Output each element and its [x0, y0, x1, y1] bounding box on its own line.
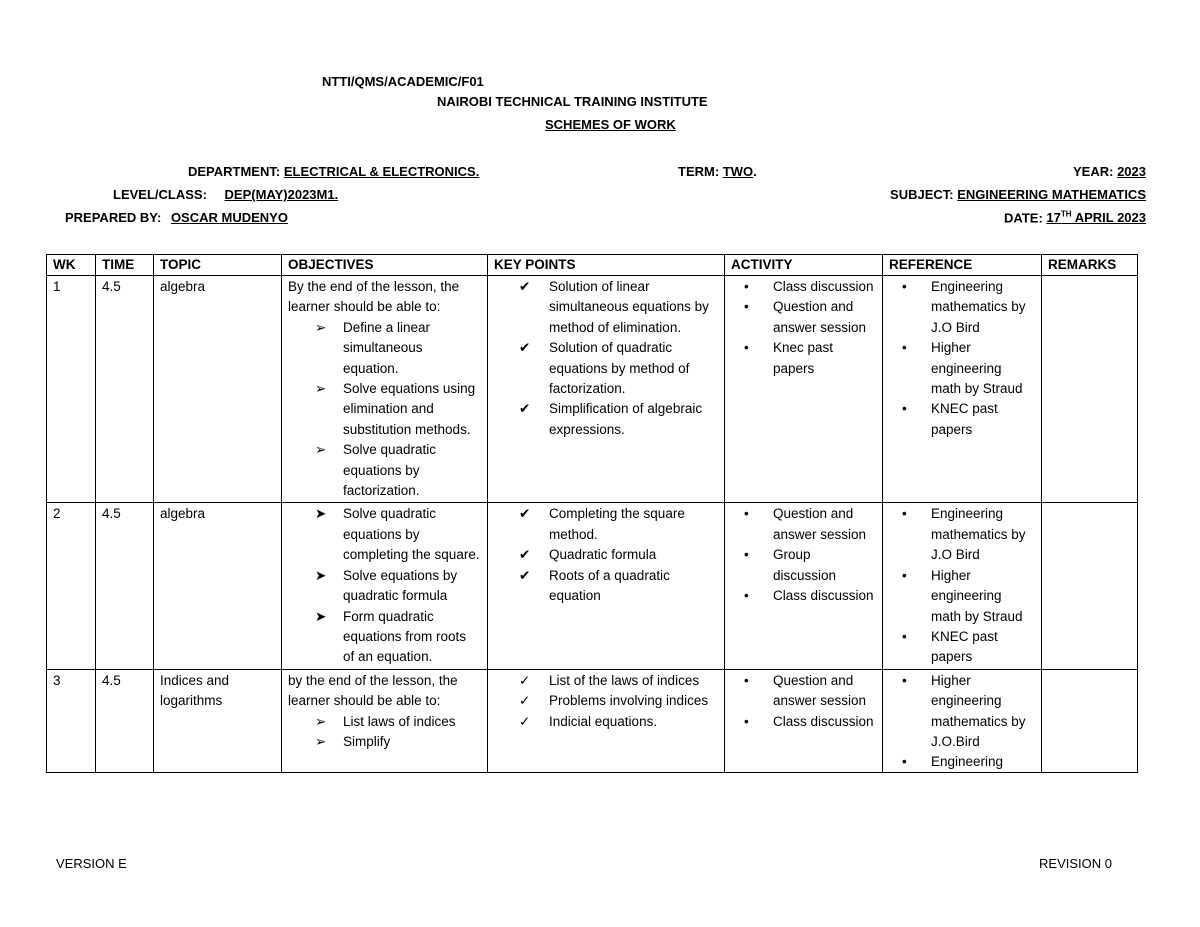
time-cell	[96, 669, 154, 772]
activity-cell	[725, 669, 883, 772]
column-header-reference: REFERENCE	[883, 255, 1042, 276]
activity-cell	[725, 276, 883, 503]
remarks-cell	[1042, 669, 1138, 772]
time-cell: 4.5	[96, 276, 154, 503]
list-item	[744, 504, 876, 545]
objective-text: List laws of indices	[343, 713, 456, 729]
list-item	[519, 399, 718, 440]
level-class-field	[113, 187, 338, 202]
round-bullet-icon: •	[744, 506, 749, 522]
round-bullet-icon: •	[902, 567, 907, 583]
check-mark-icon: ✔	[519, 547, 531, 563]
key-point-text: Indicial equations.	[549, 713, 658, 729]
round-bullet-icon: •	[744, 672, 749, 688]
document-title: SCHEMES OF WORK	[545, 117, 676, 132]
table-row	[47, 669, 1138, 772]
topic-value: Indices and logarithms	[160, 672, 230, 709]
activity-list	[731, 671, 876, 732]
footer-revision: REVISION 0	[1039, 856, 1112, 871]
check-mark-icon: ✔	[519, 567, 531, 583]
topic-cell: algebra	[154, 276, 282, 503]
list-item	[315, 566, 481, 607]
round-bullet-icon: •	[902, 279, 907, 294]
activity-text: Question and answer session	[773, 672, 867, 709]
activity-wrap	[731, 671, 876, 771]
list-item	[315, 732, 481, 752]
arrowhead-bullet-icon: ➢	[315, 733, 327, 749]
list-item	[902, 566, 1035, 627]
reference-cell	[883, 503, 1042, 669]
subject-field	[890, 187, 1146, 202]
list-item	[744, 297, 876, 338]
list-item	[744, 712, 876, 732]
arrowhead-bullet-icon: ➢	[315, 319, 327, 335]
key-point-text: Roots of a quadratic equation	[549, 567, 670, 604]
key-points-cell	[488, 276, 725, 503]
check-mark-icon: ✓	[519, 713, 531, 729]
year-label: YEAR:	[1073, 164, 1114, 179]
reference-text: Engineering mathematics by J.O Bird	[931, 506, 1026, 563]
objective-text: Solve equations by quadratic formula	[343, 567, 458, 604]
arrowhead-bullet-icon: ➢	[315, 713, 327, 729]
arrowhead-bullet-icon: ➤	[315, 506, 327, 522]
objectives-intro: By the end of the lesson, the learner should be able to:	[288, 279, 460, 315]
list-item	[519, 671, 718, 691]
objective-text: Solve equations using elimination and substitution methods.	[343, 381, 476, 437]
list-item	[744, 586, 876, 606]
reference-cell	[883, 669, 1042, 772]
list-item	[902, 277, 1035, 338]
round-bullet-icon: •	[744, 588, 749, 604]
table-row	[47, 276, 1138, 503]
time-cell: 4.5	[96, 503, 154, 669]
list-item	[315, 379, 481, 440]
column-header-objectives: OBJECTIVES	[282, 255, 488, 276]
date-ordinal-suffix: TH	[1060, 210, 1072, 219]
objectives-cell	[282, 276, 488, 503]
objectives-cell	[282, 503, 488, 669]
column-header-remarks: REMARKS	[1042, 255, 1138, 276]
date-field	[1004, 210, 1146, 225]
term-label: TERM:	[678, 164, 720, 179]
list-item	[902, 338, 1035, 399]
round-bullet-icon: •	[744, 713, 749, 729]
year-value: 2023	[1117, 164, 1146, 179]
arrowhead-bullet-icon: ➢	[315, 442, 327, 458]
key-point-text: Solution of quadratic equations by method of factorization.	[549, 340, 690, 397]
prepared-by-value: OSCAR MUDENYO	[170, 210, 288, 225]
list-item	[902, 671, 1035, 753]
term-dot: .	[753, 164, 757, 179]
objective-text: Solve quadratic equations by factorization.	[343, 442, 437, 499]
reference-wrap	[889, 671, 1035, 771]
activity-cell	[725, 503, 883, 669]
objectives-intro: by the end of the lesson, the learner should be able to:	[288, 672, 458, 709]
level-class-label: LEVEL/CLASS:	[113, 187, 207, 202]
column-header-key-points: KEY POINTS	[488, 255, 725, 276]
round-bullet-icon: •	[744, 547, 749, 563]
check-mark-icon: ✓	[519, 693, 531, 709]
key-points-wrap	[494, 671, 718, 771]
topic-cell	[154, 669, 282, 772]
date-month-year: APRIL 2023	[1071, 210, 1146, 226]
column-header-time: TIME	[96, 255, 154, 276]
objectives-list	[288, 504, 481, 667]
activity-text: Class discussion	[773, 588, 874, 604]
reference-text: Higher engineering mathematics by J.O.Bird	[931, 672, 1026, 749]
list-item	[902, 627, 1035, 668]
list-item	[744, 338, 876, 379]
reference-cell	[883, 276, 1042, 503]
level-class-value: DEP(MAY)2023M1.	[224, 187, 339, 202]
list-item	[519, 277, 718, 338]
scheme-of-work-table	[46, 254, 1138, 773]
reference-text: Engineering	[931, 754, 1004, 770]
arrowhead-bullet-icon: ➤	[315, 567, 327, 583]
term-value: TWO	[722, 164, 754, 179]
table-row	[47, 503, 1138, 669]
check-mark-icon: ✔	[519, 279, 531, 294]
objective-text: Simplify	[343, 733, 391, 749]
time-value: 4.5	[102, 672, 121, 688]
list-item	[519, 338, 718, 399]
objective-text: Form quadratic equations from roots of an equation.	[343, 608, 467, 665]
list-item	[519, 545, 718, 565]
list-item	[315, 712, 481, 732]
list-item	[744, 671, 876, 712]
list-item	[519, 691, 718, 711]
key-point-text: Quadratic formula	[549, 547, 657, 563]
topic-cell: algebra	[154, 503, 282, 669]
activity-text: Knec past papers	[773, 340, 834, 376]
key-point-text: List of the laws of indices	[549, 672, 700, 688]
list-item	[902, 504, 1035, 565]
list-item	[519, 712, 718, 732]
check-mark-icon: ✔	[519, 340, 531, 356]
subject-value: ENGINEERING MATHEMATICS	[957, 187, 1146, 202]
activity-text: Question and answer session	[773, 299, 867, 335]
prepared-by-field	[65, 210, 288, 225]
key-points-list	[494, 277, 718, 440]
list-item	[519, 504, 718, 545]
date-day: 17	[1046, 210, 1061, 226]
activity-text: Question and answer session	[773, 506, 867, 542]
remarks-cell	[1042, 276, 1138, 503]
objectives-list	[288, 712, 481, 753]
prepared-by-label: PREPARED BY:	[65, 210, 162, 225]
round-bullet-icon: •	[902, 754, 907, 770]
reference-text: Higher engineering math by Straud	[931, 340, 1023, 397]
key-point-text: Simplification of algebraic expressions.	[549, 401, 703, 437]
activity-list	[731, 504, 876, 606]
institute-name: NAIROBI TECHNICAL TRAINING INSTITUTE	[437, 94, 708, 109]
year-field	[1073, 164, 1146, 179]
footer-version: VERSION E	[56, 856, 127, 871]
round-bullet-icon: •	[902, 628, 907, 644]
list-item	[315, 607, 481, 668]
remarks-cell	[1042, 503, 1138, 669]
department-field	[188, 164, 479, 179]
arrowhead-bullet-icon: ➢	[315, 381, 327, 397]
key-point-text: Problems involving indices	[549, 693, 709, 709]
subject-label: SUBJECT:	[890, 187, 954, 202]
round-bullet-icon: •	[744, 340, 749, 356]
term-field	[678, 164, 757, 179]
list-item	[744, 545, 876, 586]
round-bullet-icon: •	[744, 299, 749, 315]
department-label: DEPARTMENT:	[188, 164, 281, 179]
reference-list	[889, 504, 1035, 667]
key-points-list	[494, 671, 718, 732]
list-item	[315, 440, 481, 501]
arrowhead-bullet-icon: ➤	[315, 608, 327, 624]
check-mark-icon: ✓	[519, 672, 531, 688]
department-value: ELECTRICAL & ELECTRONICS.	[283, 164, 480, 179]
list-item	[315, 504, 481, 565]
activity-text: Group discussion	[773, 547, 837, 583]
objectives-wrap	[288, 671, 481, 771]
check-mark-icon: ✔	[519, 506, 531, 522]
week-cell: 2	[47, 503, 96, 669]
round-bullet-icon: •	[902, 340, 907, 356]
column-header-activity: ACTIVITY	[725, 255, 883, 276]
list-item	[744, 277, 876, 297]
round-bullet-icon: •	[902, 506, 907, 522]
reference-text: Engineering mathematics by J.O Bird	[931, 279, 1026, 335]
column-header-topic: TOPIC	[154, 255, 282, 276]
reference-list	[889, 671, 1035, 771]
objectives-cell	[282, 669, 488, 772]
round-bullet-icon: •	[744, 279, 749, 294]
round-bullet-icon: •	[902, 401, 907, 417]
check-mark-icon: ✔	[519, 401, 531, 417]
date-value	[1046, 210, 1146, 225]
reference-text: KNEC past papers	[931, 401, 998, 437]
list-item	[902, 752, 1035, 770]
objectives-list	[288, 318, 481, 502]
reference-list	[889, 277, 1035, 440]
reference-text: Higher engineering math by Straud	[931, 567, 1023, 624]
activity-text: Class discussion	[773, 713, 874, 729]
key-points-list	[494, 504, 718, 606]
key-points-cell	[488, 503, 725, 669]
week-cell	[47, 669, 96, 772]
activity-list	[731, 277, 876, 379]
objective-text: Solve quadratic equations by completing the square.	[343, 506, 480, 563]
week-cell: 1	[47, 276, 96, 503]
table-header-row	[47, 255, 1138, 276]
key-point-text: Completing the square method.	[549, 506, 685, 542]
round-bullet-icon: •	[902, 672, 907, 688]
list-item	[519, 566, 718, 607]
remarks-value	[1048, 671, 1131, 771]
activity-text: Class discussion	[773, 279, 874, 294]
list-item	[902, 399, 1035, 440]
reference-text: KNEC past papers	[931, 628, 998, 665]
list-item	[315, 318, 481, 379]
column-header-wk: WK	[47, 255, 96, 276]
key-points-cell	[488, 669, 725, 772]
week-value: 3	[53, 672, 61, 688]
key-point-text: Solution of linear simultaneous equations by method of elimination.	[549, 279, 709, 335]
document-code: NTTI/QMS/ACADEMIC/F01	[322, 74, 484, 89]
objective-text: Define a linear simultaneous equation.	[343, 319, 431, 376]
date-label: DATE:	[1004, 210, 1043, 226]
